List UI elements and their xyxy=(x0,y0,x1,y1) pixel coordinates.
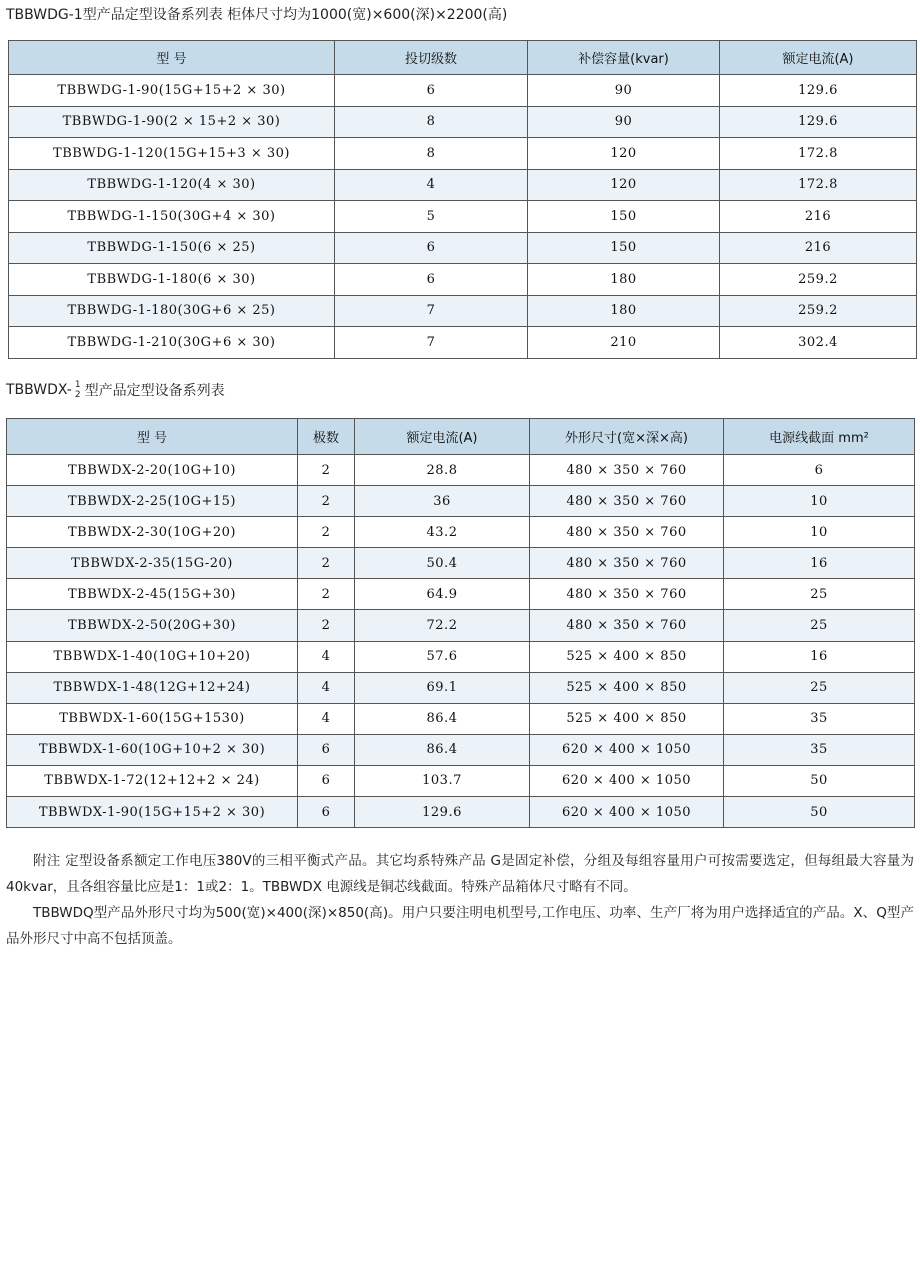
col-header-cable-section: 电源线截面 mm² xyxy=(724,419,915,455)
table-row xyxy=(7,765,915,796)
cell-poles: 2 xyxy=(298,517,355,548)
cell-capacity: 150 xyxy=(528,232,720,264)
tbbwdg-series-table xyxy=(8,40,917,359)
cell-current: 57.6 xyxy=(355,641,530,672)
table-row xyxy=(9,264,917,296)
cell-capacity: 210 xyxy=(528,327,720,359)
table2-caption xyxy=(6,380,225,400)
cell-model: TBBWDG-1-150(30G+4 × 30) xyxy=(9,201,335,233)
table-row xyxy=(7,455,915,486)
col-header-switch-steps: 投切级数 xyxy=(335,41,528,75)
cell-steps: 6 xyxy=(335,264,528,296)
cell-model: TBBWDX-2-30(10G+20) xyxy=(7,517,298,548)
cell-current: 86.4 xyxy=(355,734,530,765)
cell-model: TBBWDX-2-50(20G+30) xyxy=(7,610,298,641)
cell-current: 64.9 xyxy=(355,579,530,610)
cell-current: 50.4 xyxy=(355,548,530,579)
cell-steps: 8 xyxy=(335,138,528,170)
cell-cable: 16 xyxy=(724,641,915,672)
cell-poles: 4 xyxy=(298,641,355,672)
note-paragraph-1: 附注 定型设备系额定工作电压380V的三相平衡式产品。其它均系特殊产品 G是固定补偿，分组及每组容量用户可按需要选定，但每组最大容量为40kvar，且各组容量比应是1：1或2：1。TBBWDX 电源线是铜芯线截面。特殊产品箱体尺寸略有不同。 xyxy=(6,853,914,895)
cell-steps: 5 xyxy=(335,201,528,233)
cell-current: 72.2 xyxy=(355,610,530,641)
cell-model: TBBWDX-2-35(15G-20) xyxy=(7,548,298,579)
cell-poles: 6 xyxy=(298,797,355,828)
cell-poles: 6 xyxy=(298,765,355,796)
table-row xyxy=(7,703,915,734)
cell-poles: 2 xyxy=(298,579,355,610)
cell-poles: 6 xyxy=(298,734,355,765)
cell-dimensions: 480 × 350 × 760 xyxy=(530,517,724,548)
cell-dimensions: 620 × 400 × 1050 xyxy=(530,797,724,828)
cell-cable: 6 xyxy=(724,455,915,486)
table-row xyxy=(9,232,917,264)
cell-capacity: 120 xyxy=(528,169,720,201)
cell-model: TBBWDX-1-60(15G+1530) xyxy=(7,703,298,734)
cell-dimensions: 480 × 350 × 760 xyxy=(530,486,724,517)
cell-cable: 16 xyxy=(724,548,915,579)
cell-model: TBBWDG-1-210(30G+6 × 30) xyxy=(9,327,335,359)
cell-model: TBBWDX-2-25(10G+15) xyxy=(7,486,298,517)
cell-model: TBBWDX-1-72(12+12+2 × 24) xyxy=(7,765,298,796)
cell-dimensions: 480 × 350 × 760 xyxy=(530,610,724,641)
table1-caption: TBBWDG-1型产品定型设备系列表 柜体尺寸均为1000(宽)×600(深)×2200(高) xyxy=(6,7,508,23)
table2-caption-fraction xyxy=(75,380,81,400)
cell-poles: 2 xyxy=(298,486,355,517)
cell-capacity: 120 xyxy=(528,138,720,170)
cell-cable: 50 xyxy=(724,765,915,796)
table-row xyxy=(7,548,915,579)
cell-model: TBBWDG-1-90(15G+15+2 × 30) xyxy=(9,75,335,107)
table-row xyxy=(7,797,915,828)
table-row xyxy=(7,672,915,703)
table-row xyxy=(9,169,917,201)
table-row xyxy=(9,75,917,107)
cell-poles: 2 xyxy=(298,548,355,579)
cell-poles: 2 xyxy=(298,455,355,486)
cell-model: TBBWDG-1-150(6 × 25) xyxy=(9,232,335,264)
col-header-rated-current: 额定电流(A) xyxy=(355,419,530,455)
cell-steps: 7 xyxy=(335,327,528,359)
cell-dimensions: 525 × 400 × 850 xyxy=(530,703,724,734)
col-header-model: 型 号 xyxy=(9,41,335,75)
table2-caption-suffix: 型产品定型设备系列表 xyxy=(84,383,225,399)
cell-poles: 2 xyxy=(298,610,355,641)
cell-dimensions: 480 × 350 × 760 xyxy=(530,455,724,486)
table-row xyxy=(7,517,915,548)
cell-current: 172.8 xyxy=(720,169,917,201)
cell-dimensions: 620 × 400 × 1050 xyxy=(530,765,724,796)
cell-model: TBBWDX-1-40(10G+10+20) xyxy=(7,641,298,672)
cell-current: 43.2 xyxy=(355,517,530,548)
cell-current: 129.6 xyxy=(720,75,917,107)
cell-current: 129.6 xyxy=(355,797,530,828)
table-row xyxy=(9,106,917,138)
col-header-rated-current: 额定电流(A) xyxy=(720,41,917,75)
cell-dimensions: 525 × 400 × 850 xyxy=(530,672,724,703)
cell-capacity: 180 xyxy=(528,264,720,296)
cell-current: 216 xyxy=(720,201,917,233)
fraction-numerator: 1 xyxy=(74,380,81,390)
cell-model: TBBWDG-1-180(6 × 30) xyxy=(9,264,335,296)
table-row xyxy=(7,579,915,610)
cell-steps: 8 xyxy=(335,106,528,138)
cell-current: 129.6 xyxy=(720,106,917,138)
cell-model: TBBWDG-1-180(30G+6 × 25) xyxy=(9,295,335,327)
cell-model: TBBWDX-2-45(15G+30) xyxy=(7,579,298,610)
table-row xyxy=(7,641,915,672)
tbbwdx-series-table xyxy=(6,418,915,828)
col-header-poles: 极数 xyxy=(298,419,355,455)
cell-cable: 35 xyxy=(724,703,915,734)
notes-section xyxy=(6,848,914,952)
table-row xyxy=(7,486,915,517)
cell-cable: 25 xyxy=(724,672,915,703)
note-paragraph-2: TBBWDQ型产品外形尺寸均为500(宽)×400(深)×850(高)。用户只要注明电机型号,工作电压、功率、生产厂将为用户选择适宜的产品。X、Q型产品外形尺寸中高不包括顶盖。 xyxy=(6,905,914,947)
table2-caption-prefix: TBBWDX- xyxy=(6,382,72,398)
table-row xyxy=(9,201,917,233)
cell-current: 216 xyxy=(720,232,917,264)
cell-current: 69.1 xyxy=(355,672,530,703)
table-header-row xyxy=(9,41,917,75)
cell-current: 259.2 xyxy=(720,295,917,327)
cell-current: 86.4 xyxy=(355,703,530,734)
table-row xyxy=(9,295,917,327)
table-row xyxy=(9,327,917,359)
table-row xyxy=(7,734,915,765)
cell-dimensions: 620 × 400 × 1050 xyxy=(530,734,724,765)
cell-dimensions: 480 × 350 × 760 xyxy=(530,548,724,579)
cell-steps: 6 xyxy=(335,232,528,264)
cell-poles: 4 xyxy=(298,672,355,703)
cell-current: 172.8 xyxy=(720,138,917,170)
cell-dimensions: 525 × 400 × 850 xyxy=(530,641,724,672)
cell-model: TBBWDX-1-90(15G+15+2 × 30) xyxy=(7,797,298,828)
cell-capacity: 180 xyxy=(528,295,720,327)
cell-model: TBBWDX-2-20(10G+10) xyxy=(7,455,298,486)
cell-current: 103.7 xyxy=(355,765,530,796)
cell-model: TBBWDG-1-120(4 × 30) xyxy=(9,169,335,201)
cell-cable: 25 xyxy=(724,579,915,610)
cell-model: TBBWDG-1-90(2 × 15+2 × 30) xyxy=(9,106,335,138)
cell-capacity: 150 xyxy=(528,201,720,233)
cell-capacity: 90 xyxy=(528,75,720,107)
table-row xyxy=(7,610,915,641)
cell-steps: 7 xyxy=(335,295,528,327)
cell-model: TBBWDX-1-60(10G+10+2 × 30) xyxy=(7,734,298,765)
cell-current: 36 xyxy=(355,486,530,517)
cell-current: 259.2 xyxy=(720,264,917,296)
cell-capacity: 90 xyxy=(528,106,720,138)
cell-model: TBBWDX-1-48(12G+12+24) xyxy=(7,672,298,703)
col-header-capacity: 补偿容量(kvar) xyxy=(528,41,720,75)
cell-cable: 35 xyxy=(724,734,915,765)
cell-steps: 6 xyxy=(335,75,528,107)
cell-cable: 25 xyxy=(724,610,915,641)
fraction-denominator: 2 xyxy=(74,390,81,400)
cell-current: 28.8 xyxy=(355,455,530,486)
cell-dimensions: 480 × 350 × 760 xyxy=(530,579,724,610)
table-row xyxy=(9,138,917,170)
cell-cable: 10 xyxy=(724,486,915,517)
col-header-model: 型 号 xyxy=(7,419,298,455)
cell-cable: 10 xyxy=(724,517,915,548)
table-header-row xyxy=(7,419,915,455)
cell-model: TBBWDG-1-120(15G+15+3 × 30) xyxy=(9,138,335,170)
col-header-dimensions: 外形尺寸(宽×深×高) xyxy=(530,419,724,455)
cell-current: 302.4 xyxy=(720,327,917,359)
cell-poles: 4 xyxy=(298,703,355,734)
cell-cable: 50 xyxy=(724,797,915,828)
cell-steps: 4 xyxy=(335,169,528,201)
